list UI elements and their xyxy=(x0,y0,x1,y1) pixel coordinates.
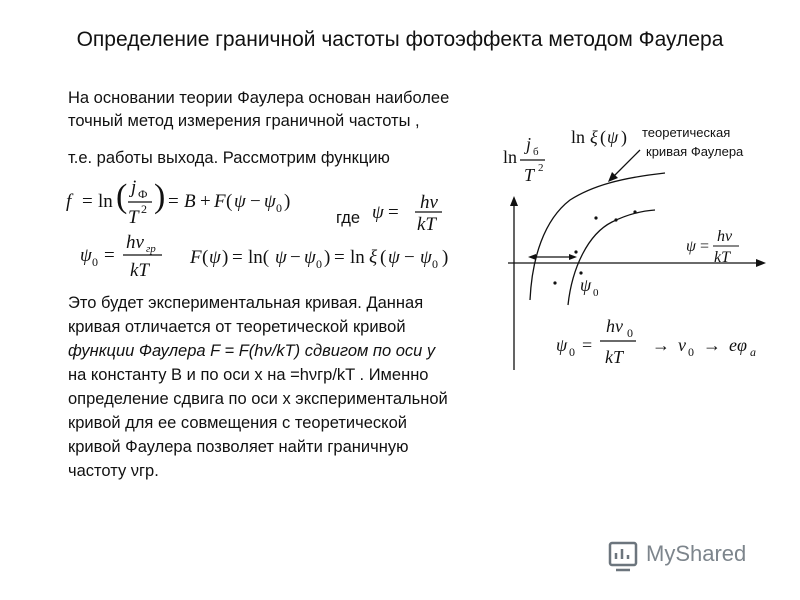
svg-text:kT: kT xyxy=(605,347,623,367)
svg-text:j: j xyxy=(131,177,137,198)
where-label: где xyxy=(336,209,361,227)
svg-text:ψ: ψ xyxy=(275,247,287,268)
svg-text:ψ: ψ xyxy=(372,202,384,223)
svg-text:Ф: Ф xyxy=(138,187,148,201)
svg-text:ψ: ψ xyxy=(420,247,432,268)
svg-text:=: = xyxy=(700,238,710,255)
svg-text:kT: kT xyxy=(130,260,149,281)
svg-text:0: 0 xyxy=(92,255,98,269)
svg-text:ψ: ψ xyxy=(556,335,568,355)
svg-text:0: 0 xyxy=(593,287,599,299)
svg-text:2: 2 xyxy=(538,162,544,174)
svg-text:0: 0 xyxy=(688,345,694,359)
svg-text:kT: kT xyxy=(714,249,730,266)
svg-text:hν: hν xyxy=(126,232,144,253)
svg-text:=: = xyxy=(334,247,345,268)
svg-text:ξ: ξ xyxy=(590,127,598,147)
para-line-7: кривой Фаулера позволяет найти граничную xyxy=(68,438,409,456)
svg-text:hν: hν xyxy=(420,192,438,213)
svg-text:T: T xyxy=(128,207,139,228)
annotation-line-2: кривая Фаулера xyxy=(646,144,744,159)
svg-text:): ) xyxy=(284,191,291,212)
svg-text:ψ: ψ xyxy=(234,191,246,212)
svg-text:): ) xyxy=(154,178,166,215)
para-line-5: определение сдвига по оси х экспериментальной xyxy=(68,390,448,408)
svg-text:0: 0 xyxy=(432,257,438,271)
svg-text:kT: kT xyxy=(417,214,436,235)
svg-text:ψ: ψ xyxy=(686,238,696,255)
svg-text:): ) xyxy=(222,247,229,268)
intro-line-2: точный метод измерения граничной частоты , xyxy=(68,112,420,130)
svg-text:ψ: ψ xyxy=(209,247,221,268)
para-line-1: Это будет экспериментальная кривая. Данная xyxy=(68,294,424,312)
svg-text:гр: гр xyxy=(146,243,156,255)
para-line-2: кривая отличается от теоретической кривой xyxy=(68,318,406,336)
svg-text:−: − xyxy=(404,247,415,268)
svg-text:ln: ln xyxy=(503,147,518,167)
svg-text:0: 0 xyxy=(316,257,322,271)
logo-icon xyxy=(610,543,636,570)
myshared-logo xyxy=(606,537,766,582)
svg-text:+: + xyxy=(200,191,211,212)
para-line-3: функции Фаулера F = F(hν/kT) сдвигом по оси у xyxy=(68,342,436,360)
svg-text:(: ( xyxy=(116,178,128,215)
svg-text:ψ: ψ xyxy=(80,245,92,266)
svg-text:hν: hν xyxy=(717,228,733,245)
svg-text:j: j xyxy=(526,134,532,154)
svg-text:0: 0 xyxy=(276,201,282,215)
annotation-line-1: теоретическая xyxy=(642,125,731,140)
svg-text:): ) xyxy=(442,247,449,268)
svg-text:hν: hν xyxy=(606,316,623,336)
svg-text:): ) xyxy=(324,247,331,268)
svg-text:ln: ln xyxy=(571,127,586,147)
svg-text:B: B xyxy=(184,191,196,212)
para-line-8: частоту νгр. xyxy=(68,462,159,480)
svg-text:ψ: ψ xyxy=(388,247,400,268)
svg-text:(: ( xyxy=(202,247,209,268)
svg-text:ξ: ξ xyxy=(369,247,378,268)
para-line-4: на константу В и по оси х на =hνгр/kT . Именно xyxy=(68,366,429,384)
svg-text:=: = xyxy=(388,202,399,223)
svg-text:ν: ν xyxy=(678,335,686,355)
intro-line-1: На основании теории Фаулера основан наиболее xyxy=(68,89,450,107)
svg-text:(: ( xyxy=(600,127,606,147)
svg-text:→: → xyxy=(652,335,670,355)
svg-text:ln: ln xyxy=(98,191,113,212)
svg-text:−: − xyxy=(290,247,301,268)
svg-text:=: = xyxy=(168,191,179,212)
svg-text:ψ: ψ xyxy=(580,275,592,295)
svg-text:=: = xyxy=(104,245,115,266)
svg-text:F: F xyxy=(190,247,202,268)
svg-text:ψ: ψ xyxy=(264,191,276,212)
svg-text:=: = xyxy=(232,247,243,268)
svg-text:б: б xyxy=(533,146,539,158)
svg-text:−: − xyxy=(250,191,261,212)
svg-text:0: 0 xyxy=(569,345,575,359)
logo-text: MyShared xyxy=(646,541,747,566)
svg-text:2: 2 xyxy=(141,202,147,216)
svg-text:(: ( xyxy=(226,191,233,212)
intro-line-3: т.е. работы выхода. Рассмотрим функцию xyxy=(68,149,390,167)
svg-text:eφ: eφ xyxy=(729,335,747,355)
svg-text:f: f xyxy=(66,191,72,212)
svg-text:ln: ln xyxy=(350,247,365,268)
svg-text:a: a xyxy=(750,345,756,359)
svg-text:ψ: ψ xyxy=(607,127,619,147)
svg-text:=: = xyxy=(82,191,93,212)
svg-text:0: 0 xyxy=(627,326,633,340)
svg-text:): ) xyxy=(621,127,627,147)
svg-text:ψ: ψ xyxy=(304,247,316,268)
slide-title: Определение граничной частоты фотоэффекта методом Фаулера xyxy=(76,28,724,51)
svg-text:→: → xyxy=(703,335,721,355)
para-line-6: кривой для ее совмещения с теоретической xyxy=(68,414,407,432)
svg-text:ln(: ln( xyxy=(248,247,270,268)
svg-text:(: ( xyxy=(380,247,387,268)
fowler-graph xyxy=(508,150,766,370)
svg-text:T: T xyxy=(524,165,535,185)
experimental-points xyxy=(553,210,636,284)
svg-text:F: F xyxy=(214,191,226,212)
svg-text:=: = xyxy=(582,335,593,355)
